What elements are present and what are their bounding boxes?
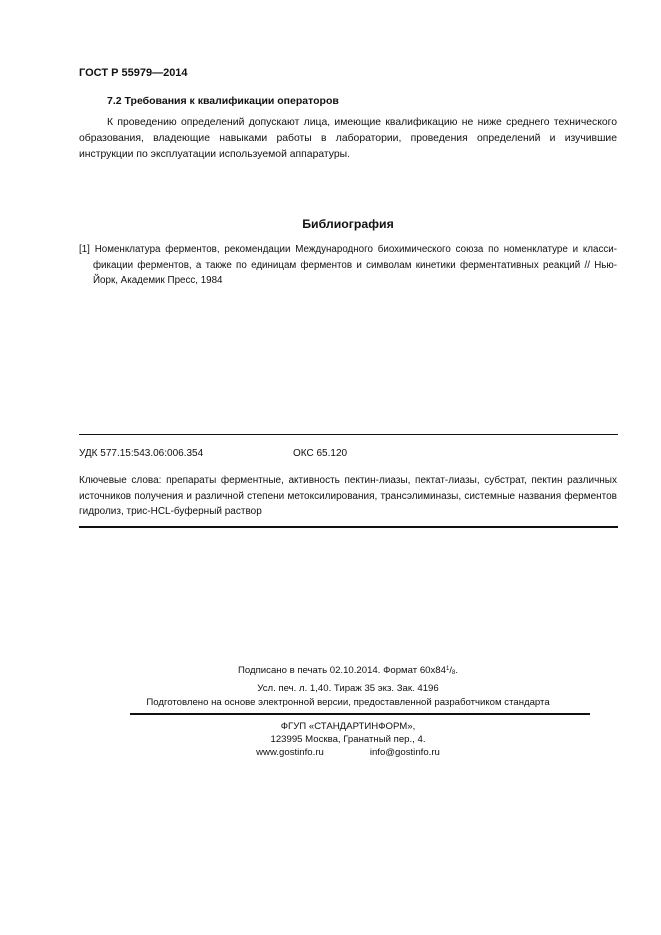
publisher-address: 123995 Москва, Гранатный пер., 4. bbox=[270, 734, 426, 745]
bibliography-title: Библиография bbox=[302, 217, 394, 231]
publisher-website-link[interactable]: www.gostinfo.ru bbox=[256, 747, 324, 758]
divider-thick bbox=[79, 526, 618, 528]
publisher-contacts bbox=[79, 746, 617, 759]
imprint-signed-text: Подписано в печать 02.10.2014. Формат 60x84 bbox=[237, 665, 446, 676]
bibliography-entry-number: [1] bbox=[79, 244, 90, 255]
imprint-prepared: Подготовлено на основе электронной версии, предоставленной разработчиком стандарта bbox=[146, 697, 550, 708]
imprint-signed-suffix: . bbox=[455, 665, 459, 676]
format-denominator: 8 bbox=[452, 670, 456, 676]
keywords: Ключевые слова: препараты ферментные, активность пектин-лиазы, пектат-лиазы, субстрат, пектин различных источников получения и различной степени метоксилирования, трансэлиминазы, системные названия ферментов гидролиз, трис-HCL-буферный раствор bbox=[79, 475, 617, 518]
bibliography-entry bbox=[79, 242, 617, 289]
divider-imprint bbox=[130, 713, 590, 715]
udk-code: УДК 577.15:543.06:006.354 bbox=[79, 448, 204, 459]
publisher-name: ФГУП «СТАНДАРТИНФОРМ», bbox=[280, 721, 416, 732]
format-numerator: 1 bbox=[445, 666, 450, 672]
section-paragraph: К проведению определений допускают лица, имеющие квалификацию не ниже среднего технического образования, владеющие навыками работы в лаборатории, проведения определений и изучившие инструкции по эксплуатации используемой аппаратуры. bbox=[79, 117, 617, 161]
document-header: ГОСТ Р 55979—2014 bbox=[79, 67, 188, 79]
publisher-email-link[interactable]: info@gostinfo.ru bbox=[369, 747, 440, 758]
oks-code: ОКС 65.120 bbox=[293, 448, 348, 459]
imprint-signed: Подписано в печать 02.10.2014. Формат $60x84^1/_8$. bbox=[237, 665, 459, 676]
divider-thin bbox=[79, 434, 618, 435]
bibliography-entry-text: Номенклатура ферментов, рекомендации Международного биохимического союза по номенклатуре и классификации ферментов, а также по единицам ферментов и символам кинетики ферментативных реакций // Нью-Йорк, Академик Пресс, 1984 bbox=[93, 244, 617, 287]
imprint-print-info: Усл. печ. л. 1,40. Тираж 35 экз. Зак. 4196 bbox=[257, 683, 439, 694]
section-title: 7.2 Требования к квалификации операторов bbox=[107, 95, 339, 107]
